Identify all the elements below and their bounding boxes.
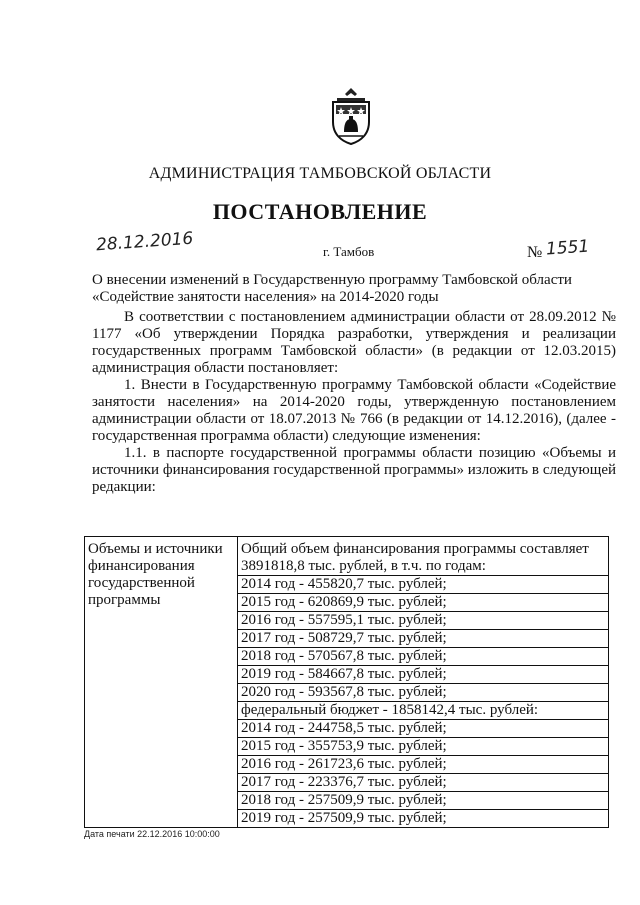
organization-title: АДМИНИСТРАЦИЯ ТАМБОВСКОЙ ОБЛАСТИ bbox=[148, 165, 492, 182]
table-line: 2019 год - 257509,9 тыс. рублей; bbox=[241, 810, 447, 826]
paragraph-item-1-1: 1.1. в паспорте государственной программы области позицию «Объемы и источники финансирования государственной программы» изложить в следующей редакции: bbox=[92, 445, 616, 495]
paragraph-preamble: В соответствии с постановлением администрации области от 28.09.2012 № 1177 «Об утверждении Порядка разработки, утверждения и реализации государственных программ Тамбовской области» (в редакции от 12.03.2015) администрация области постановляет: bbox=[92, 309, 616, 376]
table-line: 2015 год - 620869,9 тыс. рублей; bbox=[238, 594, 608, 612]
handwritten-date: 28.12.2016 bbox=[95, 228, 194, 256]
handwritten-number: 1551 bbox=[545, 236, 590, 260]
number-sign: № bbox=[527, 244, 543, 261]
table-line: 2019 год - 584667,8 тыс. рублей; bbox=[238, 666, 608, 684]
table-line: 2016 год - 261723,6 тыс. рублей; bbox=[238, 756, 608, 774]
document-subject: О внесении изменений в Государственную программу Тамбовской области «Содействие занятости населения» на 2014-2020 годы bbox=[92, 272, 572, 305]
document-body bbox=[92, 309, 616, 496]
financing-table bbox=[84, 536, 609, 828]
table-line: 2020 год - 593567,8 тыс. рублей; bbox=[238, 684, 608, 702]
table-row bbox=[85, 537, 609, 828]
table-line: федеральный бюджет - 1858142,4 тыс. рублей: bbox=[238, 702, 608, 720]
print-date-footer: Дата печати 22.12.2016 10:00:00 bbox=[84, 829, 220, 839]
table-line: 2017 год - 508729,7 тыс. рублей; bbox=[238, 630, 608, 648]
document-type-title: ПОСТАНОВЛЕНИЕ bbox=[212, 199, 428, 224]
table-line: 2016 год - 557595,1 тыс. рублей; bbox=[238, 612, 608, 630]
table-label-cell: Объемы и источники финансирования государственной программы bbox=[85, 537, 238, 828]
table-line: Общий объем финансирования программы составляет 3891818,8 тыс. рублей, в т.ч. по годам: bbox=[238, 541, 608, 576]
table-line: 2017 год - 223376,7 тыс. рублей; bbox=[238, 774, 608, 792]
table-line: 2014 год - 455820,7 тыс. рублей; bbox=[238, 576, 608, 594]
city-label: г. Тамбов bbox=[323, 244, 375, 259]
paragraph-item-1: 1. Внести в Государственную программу Тамбовской области «Содействие занятости населения» на 2014-2020 годы, утвержденную постановлением администрации области от 18.07.2013 № 766 (в редакции от 14.12.2016), (далее - государственная программа области) следующие изменения: bbox=[92, 377, 616, 444]
table-value-cell bbox=[238, 537, 609, 828]
table-line: 2018 год - 570567,8 тыс. рублей; bbox=[238, 648, 608, 666]
table-line: 2014 год - 244758,5 тыс. рублей; bbox=[238, 720, 608, 738]
coat-of-arms-icon bbox=[327, 86, 375, 146]
table-line: 2018 год - 257509,9 тыс. рублей; bbox=[238, 792, 608, 810]
table-line: 2015 год - 355753,9 тыс. рублей; bbox=[238, 738, 608, 756]
